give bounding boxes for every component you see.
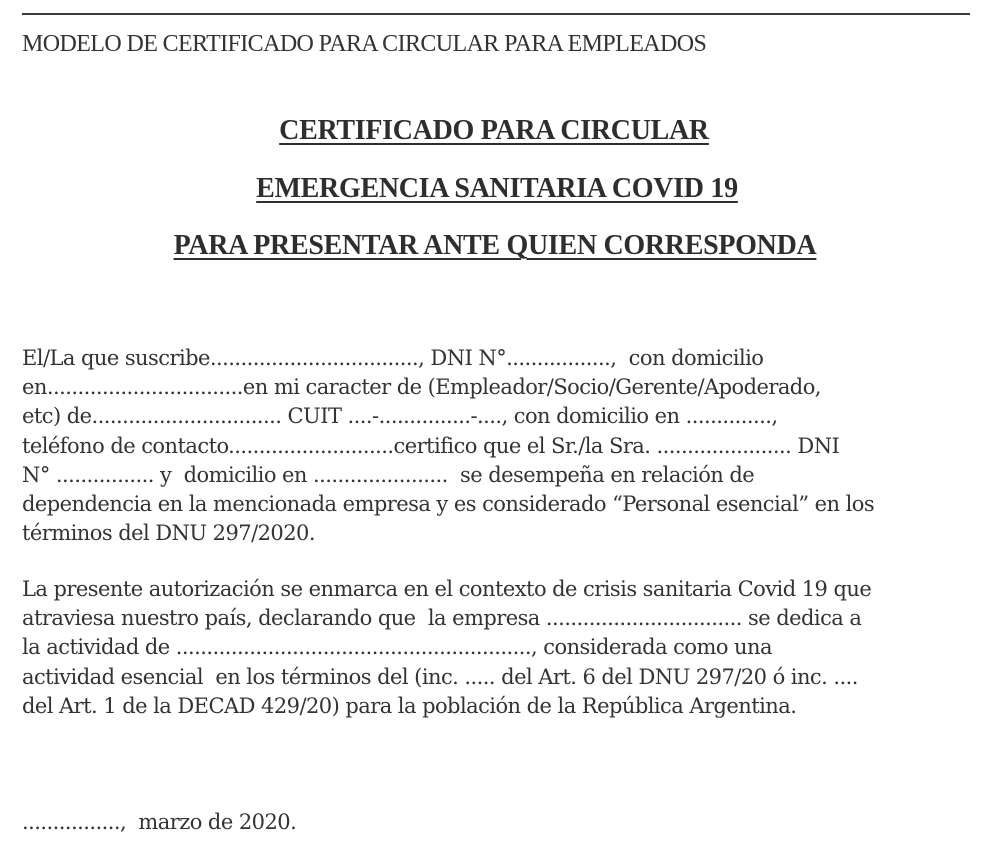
title-line-1	[0, 115, 994, 147]
title-emergencia: EMERGENCIA SANITARIA COVID 19	[256, 173, 738, 204]
date-text: ................, marzo de 2020.	[22, 810, 297, 834]
document-header: MODELO DE CERTIFICADO PARA CIRCULAR PARA EMPLEADOS	[22, 31, 707, 57]
paragraph-line: N° ................ y domicilio en ...................... se desempeña en relación de	[22, 462, 755, 487]
title-certificado: CERTIFICADO PARA CIRCULAR	[279, 115, 709, 146]
paragraph-authorization	[22, 575, 982, 721]
paragraph-line: El/La que suscribe.................................., DNI N°................., con domicilio	[22, 346, 764, 370]
paragraph-declaration	[22, 344, 982, 548]
title-presentar: PARA PRESENTAR ANTE QUIEN CORRESPONDA	[173, 230, 817, 261]
paragraph-line: actividad esencial en los términos del (inc. ..... del Art. 6 del DNU 297/20 ó inc. ....	[22, 664, 858, 689]
paragraph-line: en................................en mi caracter de (Empleador/Socio/Gerente/Apoderado,	[22, 375, 821, 400]
paragraph-line: La presente autorización se enmarca en el contexto de crisis sanitaria Covid 19 que	[22, 577, 872, 601]
paragraph-line: atraviesa nuestro país, declarando que la empresa ................................ se dedica a	[22, 606, 862, 631]
paragraph-line: la actividad de .........................................................., considerada como una	[22, 635, 772, 660]
paragraph-line: dependencia en la mencionada empresa y es considerado “Personal esencial” en los	[22, 492, 875, 517]
title-line-2	[0, 173, 997, 205]
title-line-3	[0, 230, 995, 262]
paragraph-line: términos del DNU 297/2020.	[22, 521, 315, 546]
date-line	[22, 808, 982, 837]
paragraph-line: teléfono de contacto...........................certifico que el Sr./la Sra. ...................... DNI	[22, 433, 840, 458]
top-horizontal-rule	[22, 13, 970, 15]
paragraph-line: etc) de............................... CUIT ....-...............-...., con domicilio en ..............,	[22, 404, 778, 429]
paragraph-line: del Art. 1 de la DECAD 429/20) para la población de la República Argentina.	[22, 693, 797, 718]
